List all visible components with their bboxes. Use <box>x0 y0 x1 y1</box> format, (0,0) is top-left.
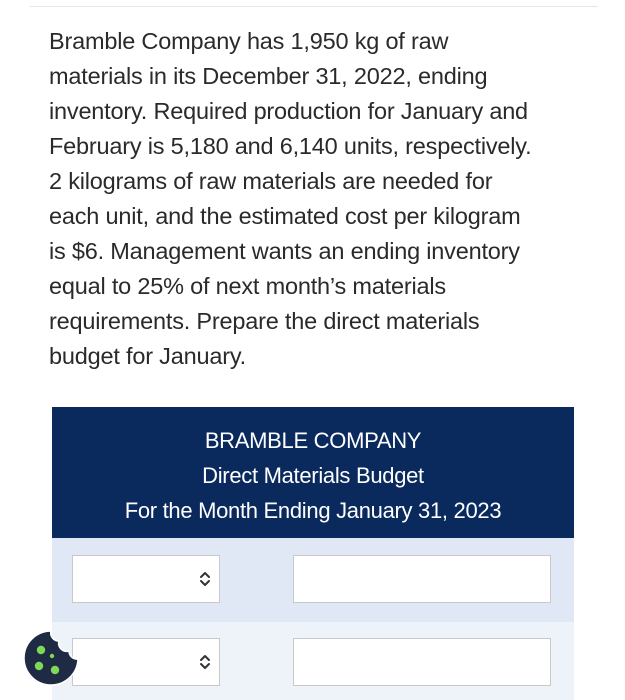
question-line: is $6. Management wants an ending inventory <box>49 238 520 264</box>
question-line: 2 kilograms of raw materials are needed for <box>49 168 493 194</box>
budget-period: For the Month Ending January 31, 2023 <box>124 498 502 523</box>
amount-input[interactable] <box>293 555 551 603</box>
question-line: equal to 25% of next month’s materials <box>49 273 446 299</box>
question-line: materials in its December 31, 2022, ending <box>49 63 488 89</box>
question-line: Bramble Company has 1,950 kg of raw <box>49 28 449 54</box>
line-item-select[interactable] <box>72 555 220 603</box>
budget-title: Direct Materials Budget <box>202 463 424 488</box>
question-line: each unit, and the estimated cost per kilogram <box>49 203 521 229</box>
question-line: inventory. Required production for January and <box>49 98 528 124</box>
line-item-select[interactable] <box>72 638 220 686</box>
budget-header <box>52 407 574 538</box>
divider <box>30 6 598 7</box>
budget-row <box>52 538 574 622</box>
question-text <box>49 24 589 374</box>
up-down-chevron-icon <box>198 568 212 590</box>
amount-input[interactable] <box>293 638 551 686</box>
budget-row <box>52 622 574 700</box>
budget-table <box>52 538 574 700</box>
company-name: BRAMBLE COMPANY <box>204 428 422 453</box>
cookie-icon[interactable] <box>19 626 83 690</box>
question-line: February is 5,180 and 6,140 units, respectively. <box>49 133 532 159</box>
question-line: budget for January. <box>49 343 246 369</box>
up-down-chevron-icon <box>198 651 212 673</box>
question-line: requirements. Prepare the direct materials <box>49 308 480 334</box>
